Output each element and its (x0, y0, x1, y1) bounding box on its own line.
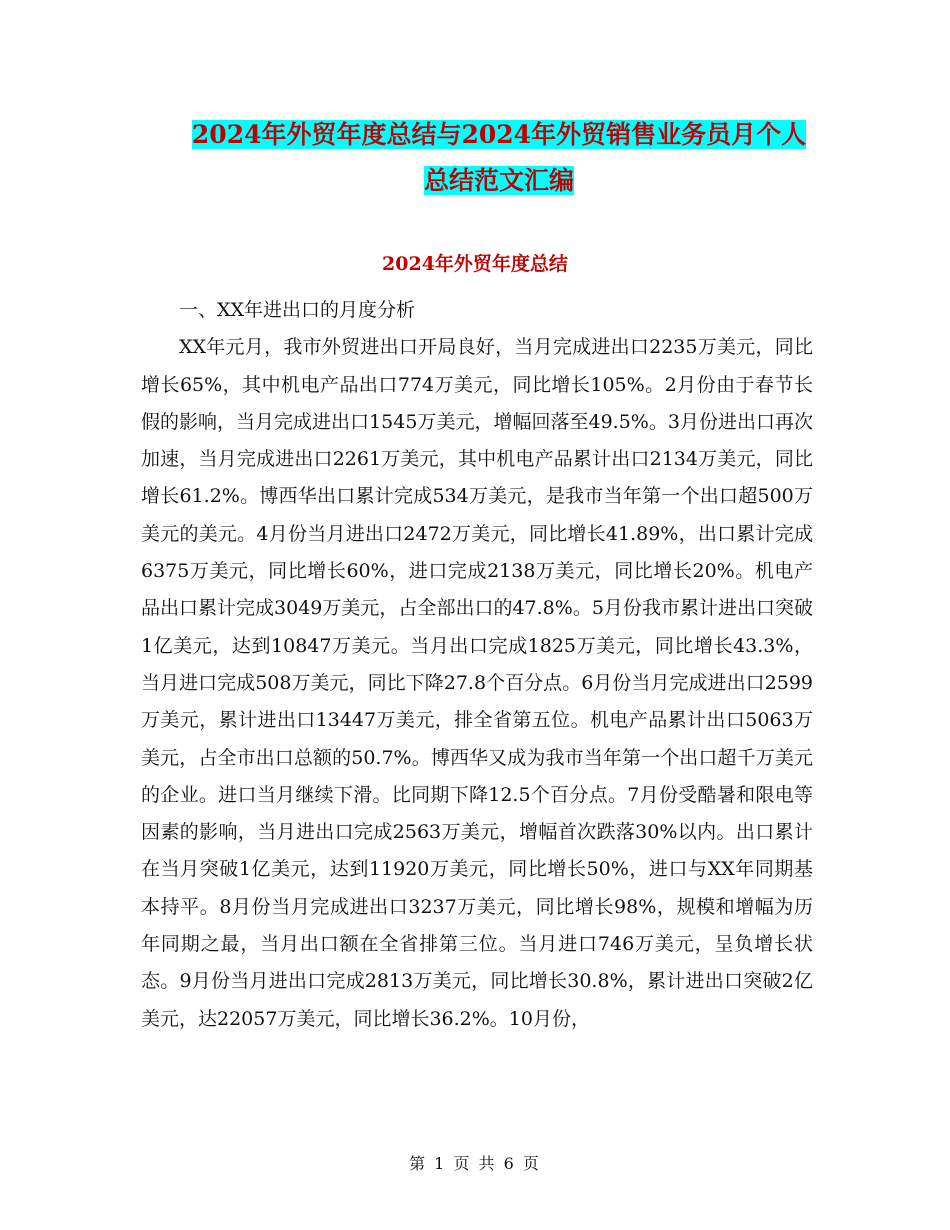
page-footer: 第 1 页 共 6 页 (409, 1154, 541, 1173)
document-title (120, 112, 878, 204)
document-title-line-2: 总结范文汇编 (423, 166, 574, 195)
paragraph-monthly-analysis: XX年元月，我市外贸进出口开局良好，当月完成进出口2235万美元，同比增长65%，其中机电产品出口774万美元，同比增长105%。2月份由于春节长假的影响，当月完成进出口1545万美元，增幅回落至49.5%。3月份进出口再次加速，当月完成进出口2261万美元，其中机电产品累计出口2134万美元，同比增长61.2%。博西华出口累计完成534万美元，是我市当年第一个出口超500万美元的美元。4月份当月进出口2472万美元，同比增长41.89%，出口累计完成6375万美元，同比增长60%，进口完成2138万美元，同比增长20%。机电产品出口累计完成3049万美元，占全部出口的47.8%。5月份我市累计进出口突破1亿美元，达到10847万美元。当月出口完成1825万美元，同比增长43.3%，当月进口完成508万美元，同比下降27.8个百分点。6月份当月完成进出口2599万美元，累计进出口13447万美元，排全省第五位。机电产品累计出口5063万美元，占全市出口总额的50.7%。博西华又成为我市当年第一个出口超千万美元的企业。进口当月继续下滑。比同期下降12.5个百分点。7月份受酷暑和限电等因素的影响，当月进出口完成2563万美元，增幅首次跌落30%以内。出口累计在当月突破1亿美元，达到11920万美元，同比增长50%，进口与XX年同期基本持平。8月份当月完成进出口3237万美元，同比增长98%，规模和增幅为历年同期之最，当月出口额在全省排第三位。当月进口746万美元，呈负增长状态。9月份当月进出口完成2813万美元，同比增长30.8%，累计进出口突破2亿美元，达22057万美元，同比增长36.2%。10月份， (141, 336, 813, 1030)
document-title-line-1: 2024年外贸年度总结与2024年外贸销售业务员月个人 (191, 120, 807, 149)
section-title: 2024年外贸年度总结 (382, 253, 568, 275)
heading-monthly-analysis: 一、XX年进出口的月度分析 (179, 299, 416, 321)
document-body (141, 292, 813, 1038)
